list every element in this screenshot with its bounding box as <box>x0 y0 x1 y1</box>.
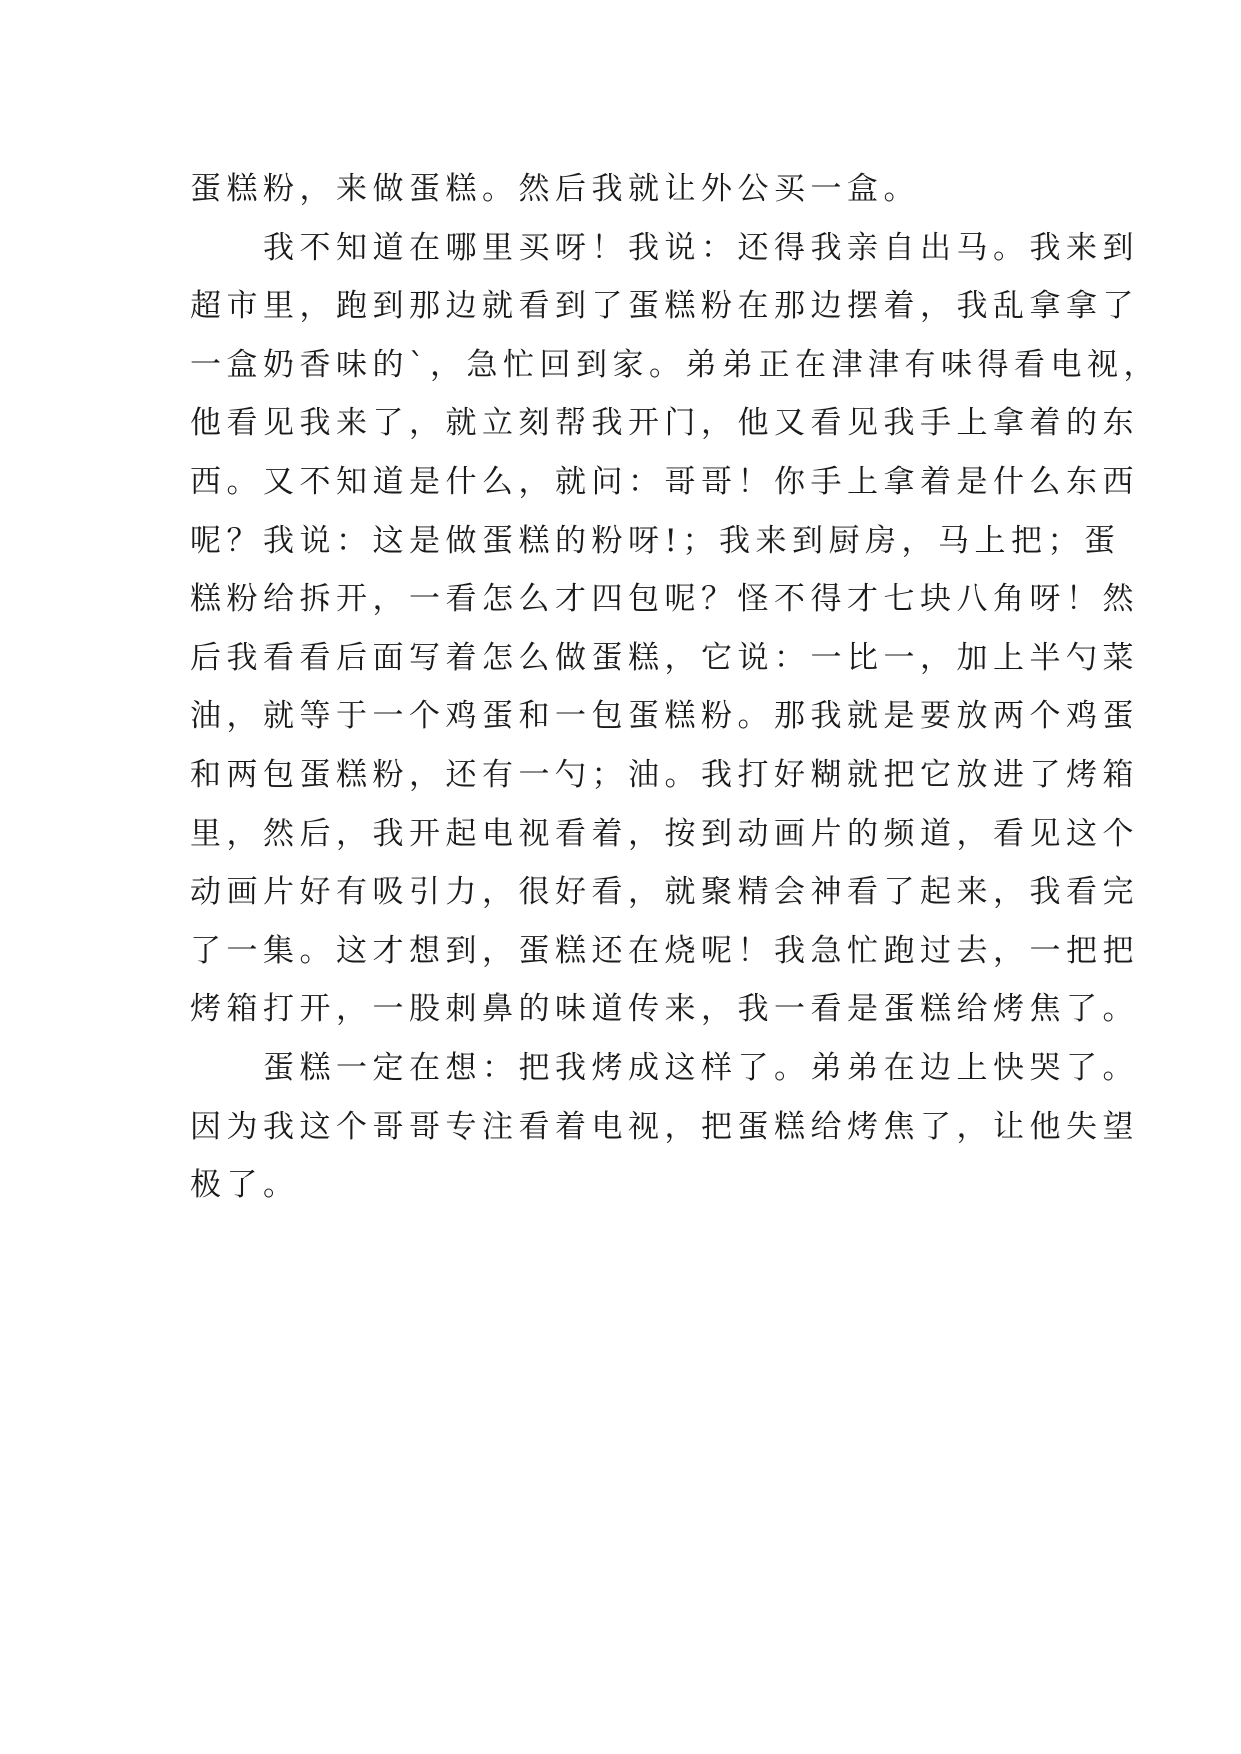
text-line: 动画片好有吸引力，很好看，就聚精会神看了起来，我看完 <box>190 874 1139 911</box>
text-line: 他看见我来了，就立刻帮我开门，他又看见我手上拿着的东 <box>190 405 1139 442</box>
text-line: 西。又不知道是什么，就问：哥哥！你手上拿着是什么东西 <box>190 463 1139 500</box>
text-line: 糕粉给拆开，一看怎么才四包呢？怪不得才七块八角呀！然 <box>190 581 1139 618</box>
text-line: 后我看看后面写着怎么做蛋糕，它说：一比一，加上半勺菜 <box>190 639 1139 676</box>
text-line: 蛋糕一定在想：把我烤成这样了。弟弟在边上快哭了。 <box>190 1049 1139 1086</box>
body-text <box>190 160 1160 1215</box>
text-line: 了一集。这才想到，蛋糕还在烧呢！我急忙跑过去，一把把 <box>190 932 1139 969</box>
text-line: 里，然后，我开起电视看着，按到动画片的频道，看见这个 <box>190 815 1139 852</box>
text-line: 超市里，跑到那边就看到了蛋糕粉在那边摆着，我乱拿拿了 <box>190 288 1139 325</box>
text-line: 蛋糕粉，来做蛋糕。然后我就让外公买一盒。 <box>190 171 920 207</box>
text-line: 我不知道在哪里买呀！我说：还得我亲自出马。我来到 <box>190 229 1139 266</box>
text-line: 一盒奶香味的`，急忙回到家。弟弟正在津津有味得看电视， <box>190 346 1160 383</box>
text-line: 呢？我说：这是做蛋糕的粉呀!；我来到厨房，马上把；蛋 <box>190 522 1121 559</box>
text-line: 因为我这个哥哥专注看着电视，把蛋糕给烤焦了，让他失望 <box>190 1108 1139 1145</box>
text-line: 和两包蛋糕粉，还有一勺；油。我打好糊就把它放进了烤箱 <box>190 756 1139 793</box>
text-line: 烤箱打开，一股刺鼻的味道传来，我一看是蛋糕给烤焦了。 <box>190 991 1139 1028</box>
text-line: 极了。 <box>190 1167 300 1204</box>
text-line: 油，就等于一个鸡蛋和一包蛋糕粉。那我就是要放两个鸡蛋 <box>190 698 1139 735</box>
